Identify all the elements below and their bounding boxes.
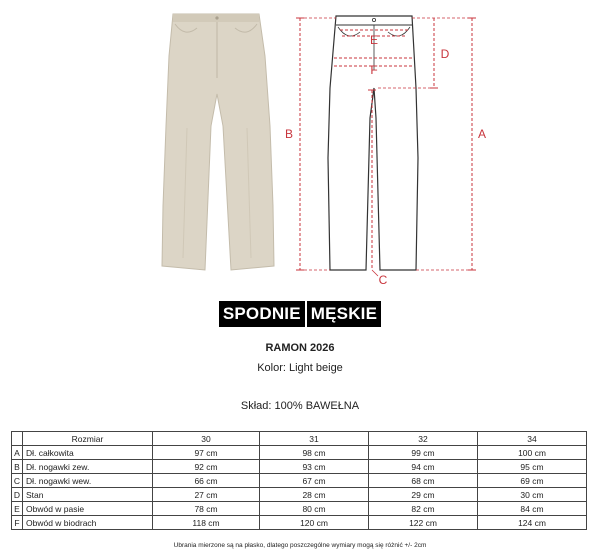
diagram-label-e: E — [369, 33, 379, 47]
size-table — [11, 431, 587, 530]
row-value: 92 cm — [153, 460, 260, 474]
row-value: 94 cm — [369, 460, 478, 474]
row-letter: F — [12, 516, 23, 530]
row-letter: A — [12, 446, 23, 460]
row-value: 93 cm — [260, 460, 369, 474]
row-value: 82 cm — [369, 502, 478, 516]
footnote: Ubrania mierzone są na płasko, dlatego poszczególne wymiary mogą się różnić +/- 2cm — [173, 542, 427, 549]
row-label: Obwód w pasie — [23, 502, 153, 516]
header-size: 31 — [260, 432, 369, 446]
table-row — [12, 460, 587, 474]
header-size: 30 — [153, 432, 260, 446]
diagram-label-c: C — [378, 273, 388, 287]
row-letter: B — [12, 460, 23, 474]
row-value: 98 cm — [260, 446, 369, 460]
row-value: 78 cm — [153, 502, 260, 516]
diagram-label-d: D — [440, 47, 450, 61]
product-photo — [153, 8, 281, 278]
row-value: 99 cm — [369, 446, 478, 460]
row-value: 100 cm — [478, 446, 587, 460]
header-corner — [12, 432, 23, 446]
measurement-diagram — [282, 8, 487, 290]
row-label: Dł. nogawki zew. — [23, 460, 153, 474]
row-value: 120 cm — [260, 516, 369, 530]
table-row — [12, 446, 587, 460]
row-value: 66 cm — [153, 474, 260, 488]
row-value: 95 cm — [478, 460, 587, 474]
banner-word-1: SPODNIE — [219, 301, 305, 327]
table-row — [12, 488, 587, 502]
table-row — [12, 516, 587, 530]
diagram-label-f: F — [370, 63, 378, 77]
row-value: 29 cm — [369, 488, 478, 502]
row-value: 30 cm — [478, 488, 587, 502]
table-row — [12, 502, 587, 516]
row-letter: C — [12, 474, 23, 488]
row-value: 80 cm — [260, 502, 369, 516]
header-size: 32 — [369, 432, 478, 446]
banner-word-2: MĘSKIE — [307, 301, 381, 327]
diagram-label-b: B — [284, 127, 294, 141]
header-size: 34 — [478, 432, 587, 446]
row-label: Stan — [23, 488, 153, 502]
size-table-header — [12, 432, 587, 446]
model-name: RAMON 2026 — [265, 342, 335, 354]
row-value: 69 cm — [478, 474, 587, 488]
row-value: 84 cm — [478, 502, 587, 516]
row-value: 68 cm — [369, 474, 478, 488]
row-value: 27 cm — [153, 488, 260, 502]
color-text: Kolor: Light beige — [257, 362, 343, 374]
row-letter: E — [12, 502, 23, 516]
header-label: Rozmiar — [23, 432, 153, 446]
row-label: Dł. nogawki wew. — [23, 474, 153, 488]
row-value: 124 cm — [478, 516, 587, 530]
row-label: Obwód w biodrach — [23, 516, 153, 530]
row-letter: D — [12, 488, 23, 502]
row-value: 67 cm — [260, 474, 369, 488]
row-value: 118 cm — [153, 516, 260, 530]
diagram-label-a: A — [477, 127, 487, 141]
row-label: Dł. całkowita — [23, 446, 153, 460]
table-row — [12, 474, 587, 488]
composition-text: Skład: 100% BAWEŁNA — [240, 400, 360, 412]
title-banner — [0, 301, 600, 327]
row-value: 97 cm — [153, 446, 260, 460]
row-value: 28 cm — [260, 488, 369, 502]
row-value: 122 cm — [369, 516, 478, 530]
